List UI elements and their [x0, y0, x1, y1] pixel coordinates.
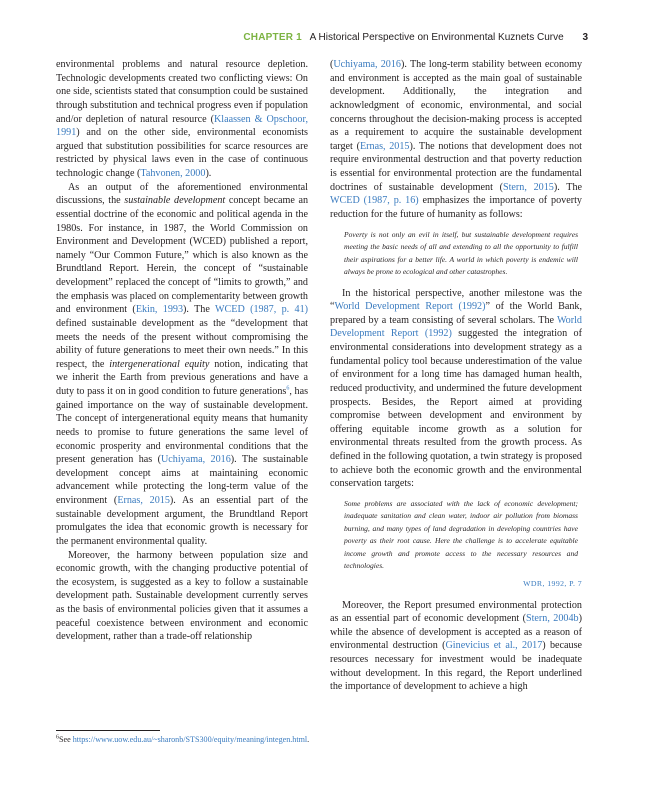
page-number: 3: [582, 32, 588, 43]
footnote-ref[interactable]: 6: [286, 385, 290, 392]
citation-link[interactable]: Ernas, 2015: [359, 140, 410, 152]
citation-link[interactable]: Uchiyama, 2016: [333, 59, 401, 70]
quote-attribution: WDR, 1992, P. 7: [523, 578, 582, 588]
chapter-label: CHAPTER 1: [243, 32, 302, 43]
citation-link[interactable]: World Development Report (1992): [334, 301, 486, 313]
paragraph: Moreover, the Report presumed environmental protection as an essential part of economic development (Stern, 2004b) while the absence of development is accepted as a reason of environmental destruction (Ginevicius et al., 2017) because resources necessary for investment would be inadequate without development. In this regard, the Report underlined the importance of development to achieve a high: [330, 599, 583, 693]
citation-link[interactable]: Ernas, 2015: [117, 495, 170, 506]
block-quote: Some problems are associated with the lack of economic development; inadequate sanitation and clean water, indoor air pollution from biomass burning, and many types of land degradation in developing countries have poverty as their root cause. Here the challenge is to accelerate equitable income growth and promote access to the necessary resources and technologies.: [344, 498, 578, 571]
citation-link[interactable]: Tahvonen, 2000: [140, 168, 206, 179]
citation-link[interactable]: Uchiyama, 2016: [161, 454, 231, 466]
citation-link[interactable]: Ekin, 1993: [135, 304, 184, 316]
footnote: $^6$See https://www.uow.edu.au/~sharonb/STS300/equity/meaning/integen.html.: [56, 734, 310, 744]
paragraph: In the historical perspective, another milestone was the “World Development Report (1992)” of the World Bank, prepared by a team consisting of several scholars. The World Development Report (1992) suggested the integration of environmental considerations into development strategy as a fundamental policy tool because underestimation of the value of environment for a long time has damaged human health, reduced productivity, and undermined the future development prospects. Besides, the Report aimed at providing compromise between development and environment by offering equitable income growth as a solution for environmental threats resulted from the growth process. As defined in the following quotation, a twin strategy is proposed to achieve both the economic growth and the environmental conservation targets:: [330, 287, 582, 490]
chapter-title: A Historical Perspective on Environmental Kuznets Curve: [309, 32, 564, 43]
citation-link[interactable]: World Development Report (1992): [330, 314, 582, 340]
citation-link[interactable]: WCED (1987, p. 41): [214, 304, 309, 316]
right-column: [330, 58, 582, 694]
paragraph: As an output of the aforementioned environmental discussions, the sustainable development concept became an essential doctrine of the economic and political agenda in the 1980s. For instance, in 1987, the World Commission on Environment and Development (WCED) published a report, namely “Our Common Future,” which is also known as the Brundtland Report. Herein, the concept of “sustainable development” replaced the concept of “limits to growth,” and the emphasis was placed on complementarity between growth and environment (Ekin, 1993). The WCED (1987, p. 41) defined sustainable development as the “development that meets the needs of the present without compromising the ability of future generations to meet their own needs.” In this respect, the intergenerational equity notion, indicating that we inherit the Earth from previous generations and have a duty to pass it on in good condition to future generations$^6$, has gained importance on the way of sustainable development. The concept of intergenerational equity means that humanity needs to promise to future generations the same level of economic prosperity and environmental conditions that the present generation has (Uchiyama, 2016). The sustainable development concept aims at maintaining economic advancement while protecting the long-term value of the environment (Ernas, 2015). As an essential part of the sustainable development argument, the Brundtland Report promulgates the idea that economic growth is necessary for the permanent environmental quality.: [56, 181, 309, 547]
citation-link[interactable]: Klaassen & Opschoor, 1991: [56, 113, 308, 139]
paragraph: environmental problems and natural resource depletion. Technologic developments created two conflicting views: On one side, scientists stated that consumption could be sustained through substitution and technical progress even if population and/or depletion of natural resource (Klaassen & Opschoor, 1991) and on the other side, environmental economists argued that substitution possibilities for scarce resources are restricted by physical laws even in the case of continuous technologic change (Tahvonen, 2000).: [56, 59, 308, 179]
footnote-url-link[interactable]: https://www.uow.edu.au/~sharonb/STS300/equity/meaning/integen.html: [72, 735, 308, 744]
paragraph: (Uchiyama, 2016). The long-term stability between economy and environment is accepted as the main goal of sustainable development. Additionally, the integration and acknowledgment of economic, environmental, and social concerns throughout the decision-making process is accepted as a requirement to acquire the sustainable development target (Ernas, 2015). The notions that development does not require environmental destruction and that poverty reduction is essential for environmental protection are the fundamental doctrines of sustainable development (Stern, 2015). The WCED (1987, p. 16) emphasizes the importance of poverty reduction for the future of humanity as follows:: [330, 59, 583, 220]
citation-link[interactable]: WCED (1987, p. 16): [330, 195, 419, 207]
citation-link[interactable]: Ginevicius et al., 2017: [445, 640, 543, 652]
block-quote: Poverty is not only an evil in itself, but sustainable development requires meeting the basic needs of all and extending to all the opportunity to fulfill their aspirations for a better life. A world in which poverty is endemic will always be prone to ecological and other catastrophes.: [344, 229, 578, 276]
citation-link[interactable]: Stern, 2015: [502, 181, 554, 193]
left-column: [56, 58, 308, 644]
footnote-divider: [56, 730, 160, 731]
paragraph: Moreover, the harmony between population size and economic growth, with the changing productive potential of the ecosystem, is suggested as a key to follow a sustainable development path. Sustainable development currently serves as the basis of environmental policies given that it assumes a peaceful coexistence between environment and economic development, rather than a trade-off relationship: [56, 549, 308, 643]
citation-link[interactable]: Stern, 2004b: [525, 613, 579, 625]
running-header: [0, 32, 588, 43]
